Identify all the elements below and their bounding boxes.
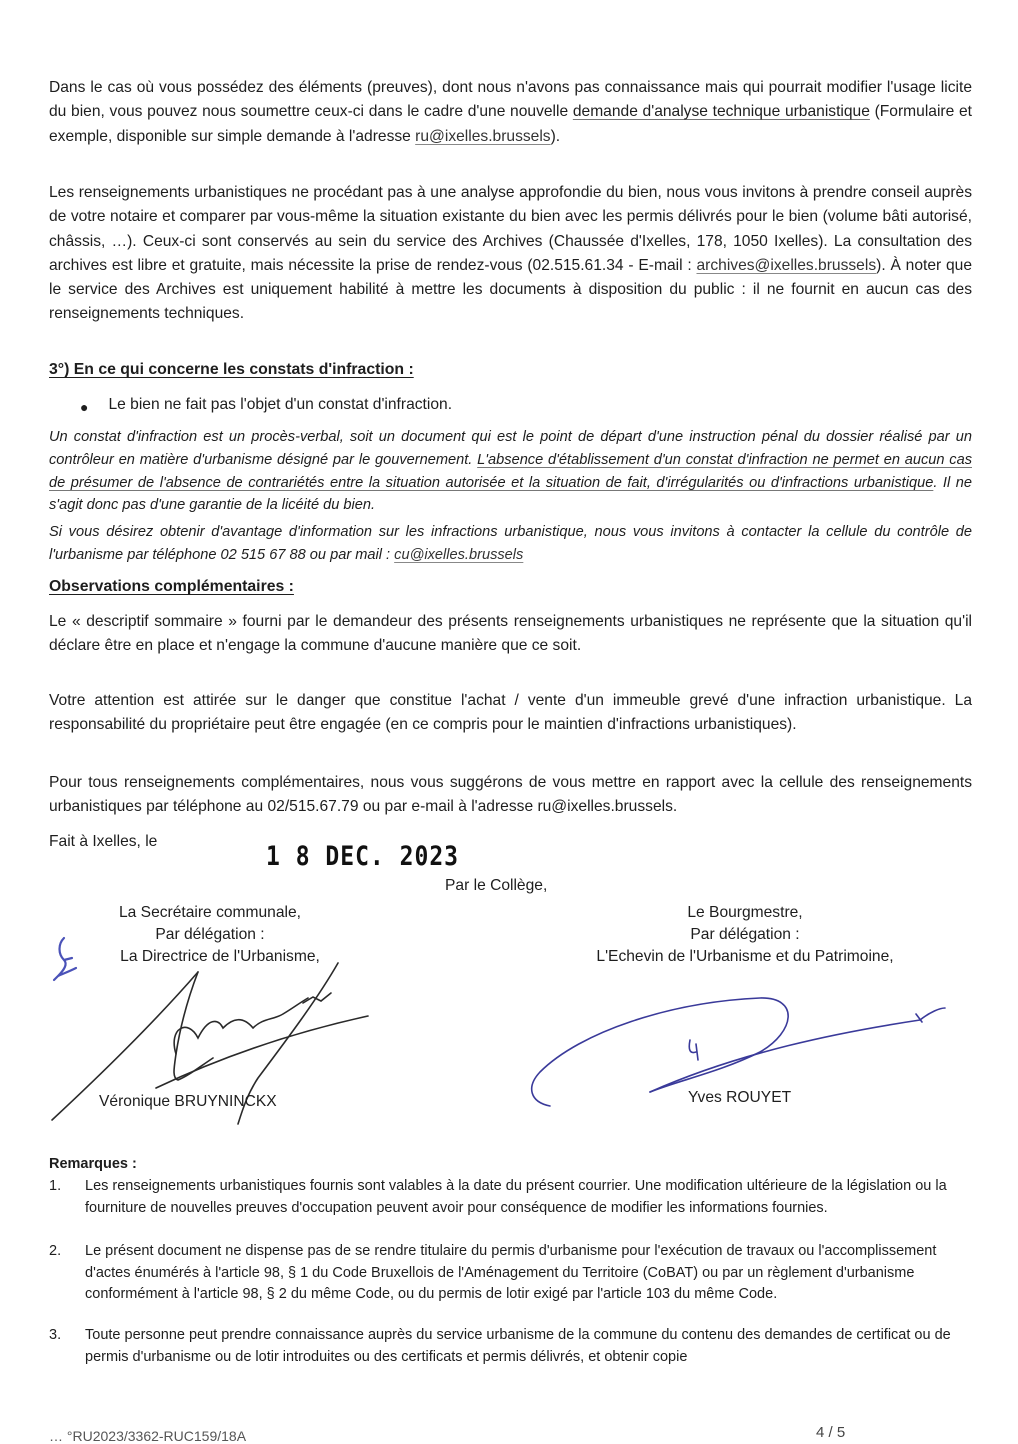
paragraph-danger: Votre attention est attirée sur le danger que constitue l'achat / vente d'un immeuble grevé d'une infraction urbanistique. La responsabilité du propriétaire peut être engagée (en ce compris pour le maintien d'infractions urbanistiques). xyxy=(49,692,972,734)
remark-item xyxy=(49,1241,972,1306)
text: Si vous désirez obtenir d'avantage d'information sur les infractions urbanistique, nous vous invitons à contacter la cellule du contrôle de l'urbanisme par téléphone 02 515 67 88 ou par mail : xyxy=(49,524,972,563)
text: Un constat d'infraction est un procès-verbal, soit un document qui est le point de départ d'une instruction pénal du dossier réalisé par un contrôleur en matière d'urbanisme désigné par le gouvernement. xyxy=(49,429,972,468)
remark-number: 2. xyxy=(49,1243,62,1259)
bullet-icon: ● xyxy=(80,399,89,415)
remark-number: 3. xyxy=(49,1327,62,1343)
cu-email-link[interactable]: cu@ixelles.brussels xyxy=(394,546,524,563)
remark-item xyxy=(49,1176,972,1219)
text: Dans le cas où vous possédez des éléments (preuves), dont nous n'avons pas connaissance mais qui pourrait modifier l'usage licite du bien, vous pouvez nous soumettre ceux-ci dans le cadre d'une nouvelle xyxy=(49,79,972,121)
bullet-item xyxy=(80,396,452,418)
archives-email-link[interactable]: archives@ixelles.brussels xyxy=(696,256,877,274)
section-heading-infractions: 3°) En ce qui concerne les constats d'infraction : xyxy=(49,361,414,378)
note-contact-control xyxy=(49,521,972,567)
text: ). À noter que le service des Archives est uniquement habilité à mettre les documents à disposition du public : il ne fournit en aucun cas des renseignements techniques. xyxy=(49,256,972,323)
title-line: La Directrice de l'Urbanisme, xyxy=(120,948,320,965)
remark-text: Toute personne peut prendre connaissance auprès du service urbanisme de la commune du contenu des demandes de certificat ou de permis d'urbanisme ou de lotir introduites ou des certificats et permis délivrés, et obtenir copie xyxy=(85,1327,951,1365)
note-infraction-definition xyxy=(49,426,972,517)
text: ). xyxy=(550,127,561,145)
text: Les renseignements urbanistiques ne procédant pas à une analyse approfondie du bien, nous vous invitons à prendre conseil auprès de votre notaire et comparer par vous-même la situation existante du bien avec les permis délivrés pour le bien (volume bâti autorisé, châssis, …). Ceux-ci sont conservés au sein du service des Archives (Chaussée d'Ixelles, 178, 1050 Ixelles). La consultation des archives est libre et gratuite, mais nécessite la prise de rendez-vous (02.515.61.34 - E-mail : xyxy=(49,184,972,274)
title-line: Par délégation : xyxy=(690,926,800,943)
title-line: La Secrétaire communale, xyxy=(118,904,302,921)
paragraph-archives xyxy=(49,181,972,327)
title-line: Par délégation : xyxy=(155,926,265,943)
remarks-title: Remarques : xyxy=(49,1156,137,1172)
analysis-request-link[interactable]: demande d'analyse technique urbanistique xyxy=(572,103,870,121)
title-line: L'Echevin de l'Urbanisme et du Patrimoine, xyxy=(596,948,894,965)
text: . Il ne s'agit donc pas d'une garantie de la licéité du bien. xyxy=(49,474,972,514)
place-label: Fait à Ixelles, le xyxy=(49,833,158,850)
bullet-text: Le bien ne fait pas l'objet d'un constat d'infraction. xyxy=(108,396,453,413)
remark-text: Les renseignements urbanistiques fournis sont valables à la date du présent courrier. Une modification ultérieure de la législation ou la fourniture de nouvelles preuves d'occupation peuvent avoir pour conséquence de modifier les informations fournies. xyxy=(85,1178,947,1216)
text: (Formulaire et exemple, disponible sur simple demande à l'adresse xyxy=(49,103,972,145)
signatory-right-name: Yves ROUYET xyxy=(688,1089,792,1106)
underlined-disclaimer: L'absence d'établissement d'un constat d'infraction ne permet en aucun cas de présumer de l'absence de contrariétés entre la situation autorisée et la situation de fait, d'irrégularités ou d'infractions urbanistique xyxy=(49,451,972,491)
footer-reference: … °RU2023/3362-RUC159/18A xyxy=(49,1428,247,1444)
remark-text: Le présent document ne dispense pas de se rendre titulaire du permis d'urbanisme pour l'exécution de travaux ou l'accomplissement d'actes énumérés à l'article 98, § 1 du Code Bruxellois de l'Aménagement du Territoire (CoBAT) ou par un règlement d'urbanisme conformément à l'article 98, § 2 du même Code, ou du permis de lotir exigé par l'article 103 du même Code. xyxy=(85,1243,937,1302)
paragraph-descriptif: Le « descriptif sommaire » fourni par le demandeur des présents renseignements urbanistiques ne représente que la situation qu'il déclare être en place et n'engage la commune d'aucune manière que ce soit. xyxy=(49,613,972,655)
paragraph-contact-ru: Pour tous renseignements complémentaires, nous vous suggérons de vous mettre en rapport avec la cellule des renseignements urbanistiques par téléphone au 02/515.67.79 ou par e-mail à l'adresse ru@ixelles.brussels. xyxy=(49,774,972,816)
college-label: Par le Collège, xyxy=(445,877,548,894)
ru-email-link[interactable]: ru@ixelles.brussels xyxy=(415,127,551,145)
section-heading-observations: Observations complémentaires : xyxy=(49,578,294,595)
remark-item xyxy=(49,1325,972,1368)
paragraph-new-evidence xyxy=(49,76,972,149)
date-stamp: 1 8 DEC. 2023 xyxy=(266,842,460,872)
title-line: Le Bourgmestre, xyxy=(687,904,803,921)
remark-number: 1. xyxy=(49,1178,62,1194)
signatory-left-name: Véronique BRUYNINCKX xyxy=(99,1093,277,1110)
page-number: 4 / 5 xyxy=(816,1424,846,1441)
signatory-right-titles xyxy=(540,902,950,968)
